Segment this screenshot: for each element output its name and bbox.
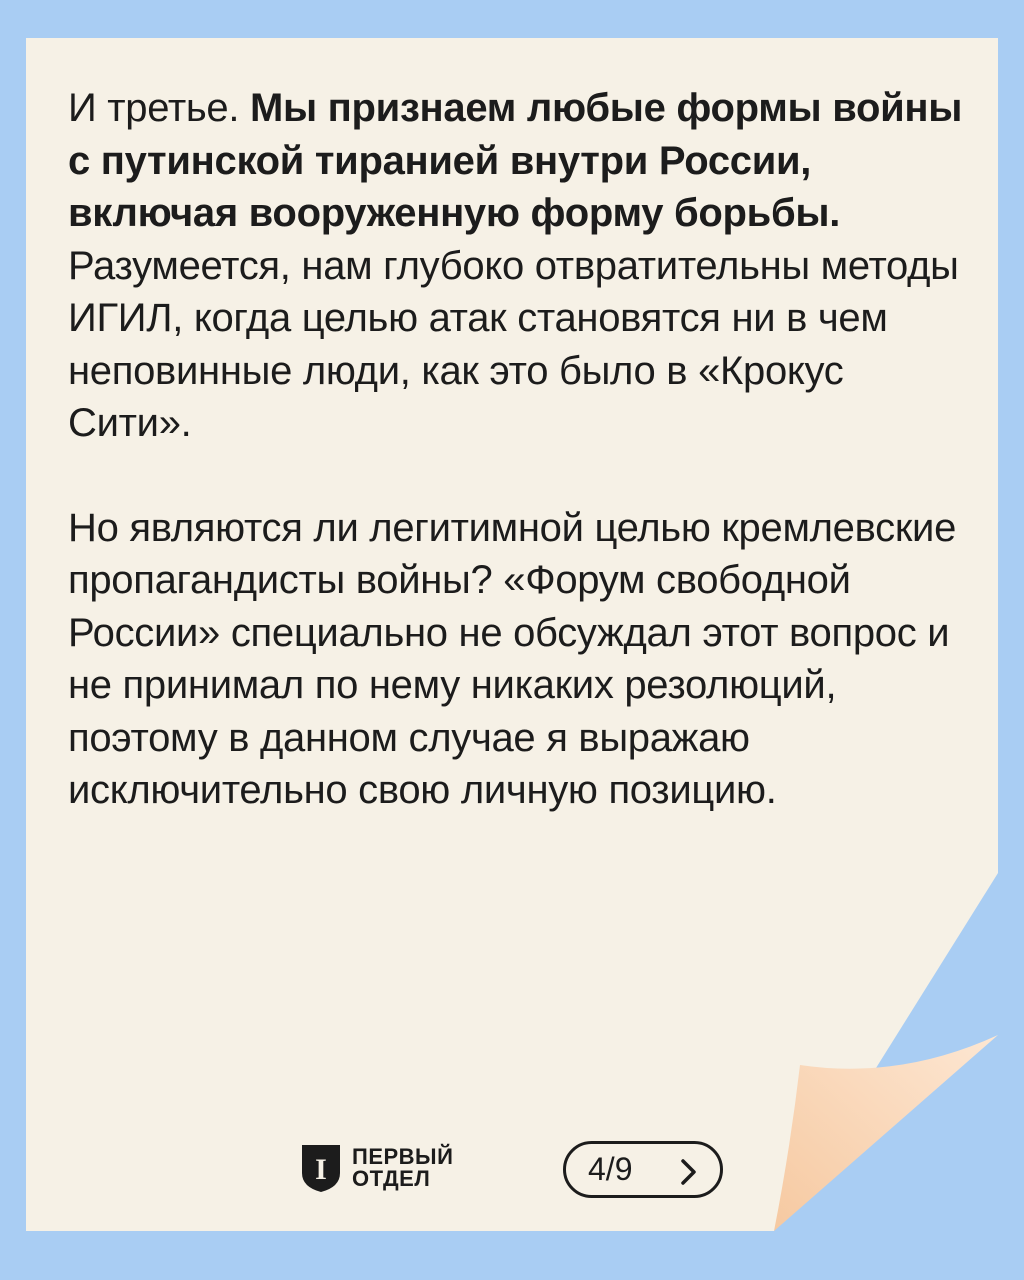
- page-indicator: 4/9: [588, 1151, 633, 1187]
- paragraph-1-lead: И третье.: [68, 86, 250, 130]
- shield-icon: [300, 1143, 342, 1193]
- paragraph-2: Но являются ли легитимной целью кремлевские пропагандисты войны? «Форум свободной России» специально не обсуждал этот вопрос и не принимал по нему никаких резолюций, поэтому в данном случае я выражаю исключительно свою личную позицию.: [68, 505, 957, 812]
- paragraph-1-rest: Разумеется, нам глубоко отвратительны методы ИГИЛ, когда целью атак становятся ни в чем неповинные люди, как это было в «Крокус Сити».: [68, 243, 959, 445]
- logo-line-1: ПЕРВЫЙ: [352, 1144, 454, 1169]
- logo-letter: I: [315, 1153, 327, 1186]
- paragraph-1-bold: Мы признаем любые формы войны с путинской тиранией внутри России, включая вооруженную форму борьбы.: [68, 86, 963, 235]
- chevron-right-icon: [680, 1158, 698, 1186]
- slide-text: [68, 82, 968, 817]
- logo-wordmark: [352, 1146, 453, 1190]
- paragraph-1: [68, 82, 968, 450]
- next-page-button[interactable]: [563, 1141, 723, 1198]
- logo-line-2: ОТДЕЛ: [352, 1166, 431, 1191]
- brand-logo: [300, 1143, 453, 1193]
